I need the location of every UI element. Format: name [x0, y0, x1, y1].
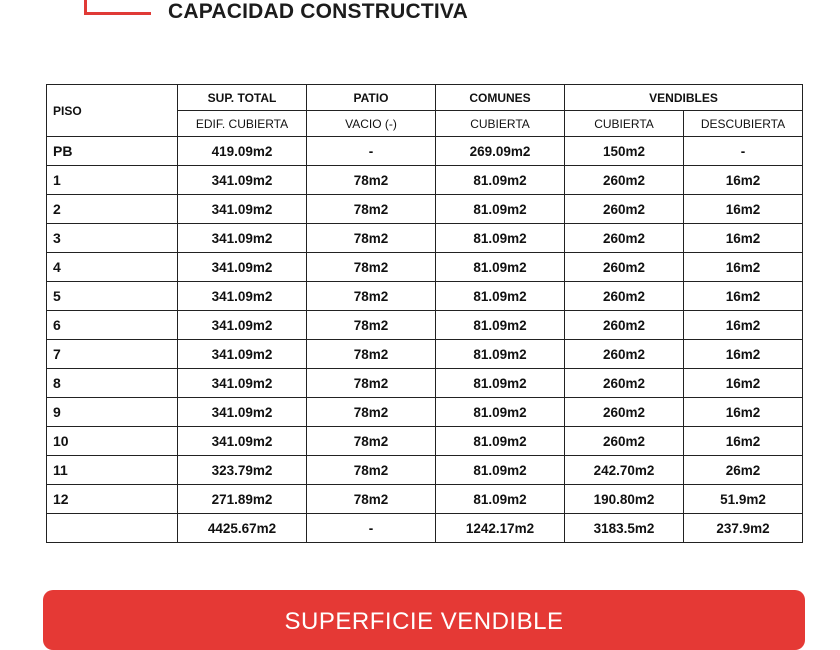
cell-vend-cubierta: 260m2: [565, 195, 684, 224]
cell-comunes: 81.09m2: [436, 282, 565, 311]
cell-piso: 2: [47, 195, 178, 224]
table-row: [47, 253, 803, 282]
header-vendibles: VENDIBLES: [565, 85, 803, 111]
table-row: [47, 427, 803, 456]
cell-sup-total: 419.09m2: [178, 137, 307, 166]
table-row: [47, 456, 803, 485]
banner-label: SUPERFICIE VENDIBLE: [284, 608, 564, 635]
cell-comunes: 81.09m2: [436, 398, 565, 427]
cell-patio: 78m2: [307, 253, 436, 282]
cell-patio: 78m2: [307, 195, 436, 224]
header-sup-total: SUP. TOTAL: [178, 85, 307, 111]
cell-sup-total: 341.09m2: [178, 398, 307, 427]
cell-vend-descubierta: 16m2: [684, 369, 803, 398]
cell-piso: 6: [47, 311, 178, 340]
cell-vend-cubierta: 190.80m2: [565, 485, 684, 514]
cell-vend-descubierta: 16m2: [684, 166, 803, 195]
subheader-vend-cubierta: CUBIERTA: [565, 111, 684, 137]
cell-vend-descubierta: 16m2: [684, 398, 803, 427]
cell-piso: 11: [47, 456, 178, 485]
cell-vend-descubierta: 237.9m2: [684, 514, 803, 543]
header-row-top: [47, 85, 803, 111]
cell-comunes: 81.09m2: [436, 253, 565, 282]
cell-comunes: 81.09m2: [436, 340, 565, 369]
cell-comunes: 1242.17m2: [436, 514, 565, 543]
table-body: [47, 137, 803, 543]
cell-patio: 78m2: [307, 224, 436, 253]
cell-vend-cubierta: 260m2: [565, 398, 684, 427]
cell-sup-total: 341.09m2: [178, 166, 307, 195]
cell-patio: 78m2: [307, 427, 436, 456]
cell-piso: PB: [47, 137, 178, 166]
table-row: [47, 340, 803, 369]
cell-vend-descubierta: 26m2: [684, 456, 803, 485]
cell-vend-descubierta: 16m2: [684, 224, 803, 253]
cell-vend-descubierta: 51.9m2: [684, 485, 803, 514]
cell-sup-total: 341.09m2: [178, 253, 307, 282]
header-patio: PATIO: [307, 85, 436, 111]
cell-comunes: 269.09m2: [436, 137, 565, 166]
cell-comunes: 81.09m2: [436, 195, 565, 224]
cell-vend-descubierta: 16m2: [684, 427, 803, 456]
cell-comunes: 81.09m2: [436, 485, 565, 514]
cell-piso: 12: [47, 485, 178, 514]
cell-piso: 8: [47, 369, 178, 398]
table-row: [47, 311, 803, 340]
cell-vend-cubierta: 260m2: [565, 340, 684, 369]
cell-patio: -: [307, 514, 436, 543]
table-row: [47, 398, 803, 427]
cell-sup-total: 341.09m2: [178, 195, 307, 224]
cell-patio: 78m2: [307, 398, 436, 427]
table-row: [47, 224, 803, 253]
cell-piso: 9: [47, 398, 178, 427]
cell-patio: 78m2: [307, 311, 436, 340]
table-row: [47, 166, 803, 195]
cell-vend-descubierta: 16m2: [684, 311, 803, 340]
superficie-vendible-banner[interactable]: [43, 590, 805, 650]
cell-piso: 1: [47, 166, 178, 195]
cell-vend-descubierta: -: [684, 137, 803, 166]
cell-patio: 78m2: [307, 340, 436, 369]
cell-comunes: 81.09m2: [436, 224, 565, 253]
cell-vend-descubierta: 16m2: [684, 340, 803, 369]
cell-patio: 78m2: [307, 369, 436, 398]
cell-vend-cubierta: 260m2: [565, 427, 684, 456]
table-row: [47, 369, 803, 398]
subheader-edif-cubierta: EDIF. CUBIERTA: [178, 111, 307, 137]
subheader-vend-descubierta: DESCUBIERTA: [684, 111, 803, 137]
cell-piso: 3: [47, 224, 178, 253]
cell-piso: 10: [47, 427, 178, 456]
cell-comunes: 81.09m2: [436, 311, 565, 340]
cell-patio: 78m2: [307, 166, 436, 195]
cell-vend-descubierta: 16m2: [684, 253, 803, 282]
table-row: [47, 485, 803, 514]
cell-vend-cubierta: 3183.5m2: [565, 514, 684, 543]
subheader-vacio: VACIO (-): [307, 111, 436, 137]
cell-comunes: 81.09m2: [436, 427, 565, 456]
cell-comunes: 81.09m2: [436, 369, 565, 398]
cell-patio: 78m2: [307, 456, 436, 485]
cell-comunes: 81.09m2: [436, 166, 565, 195]
cell-vend-cubierta: 260m2: [565, 166, 684, 195]
cell-vend-cubierta: 260m2: [565, 311, 684, 340]
header-comunes: COMUNES: [436, 85, 565, 111]
table-row: [47, 282, 803, 311]
cell-piso: 7: [47, 340, 178, 369]
cell-vend-cubierta: 150m2: [565, 137, 684, 166]
cell-vend-cubierta: 260m2: [565, 282, 684, 311]
cell-vend-descubierta: 16m2: [684, 195, 803, 224]
cell-patio: 78m2: [307, 282, 436, 311]
cell-piso: [47, 514, 178, 543]
cell-piso: 5: [47, 282, 178, 311]
cell-vend-cubierta: 242.70m2: [565, 456, 684, 485]
cell-comunes: 81.09m2: [436, 456, 565, 485]
cell-sup-total: 323.79m2: [178, 456, 307, 485]
cell-vend-cubierta: 260m2: [565, 224, 684, 253]
cell-sup-total: 341.09m2: [178, 224, 307, 253]
cell-sup-total: 341.09m2: [178, 340, 307, 369]
cell-patio: -: [307, 137, 436, 166]
cell-piso: 4: [47, 253, 178, 282]
logo-mark: [84, 0, 151, 15]
page-title: CAPACIDAD CONSTRUCTIVA: [168, 0, 468, 23]
cell-sup-total: 341.09m2: [178, 311, 307, 340]
cell-patio: 78m2: [307, 485, 436, 514]
table-row: [47, 514, 803, 543]
cell-sup-total: 341.09m2: [178, 369, 307, 398]
table-row: [47, 137, 803, 166]
cell-sup-total: 341.09m2: [178, 282, 307, 311]
header-piso: PISO: [47, 85, 178, 137]
cell-vend-cubierta: 260m2: [565, 253, 684, 282]
cell-sup-total: 341.09m2: [178, 427, 307, 456]
cell-sup-total: 4425.67m2: [178, 514, 307, 543]
subheader-comunes-cubierta: CUBIERTA: [436, 111, 565, 137]
table-row: [47, 195, 803, 224]
capacity-table: [46, 84, 803, 543]
cell-vend-cubierta: 260m2: [565, 369, 684, 398]
cell-vend-descubierta: 16m2: [684, 282, 803, 311]
cell-sup-total: 271.89m2: [178, 485, 307, 514]
